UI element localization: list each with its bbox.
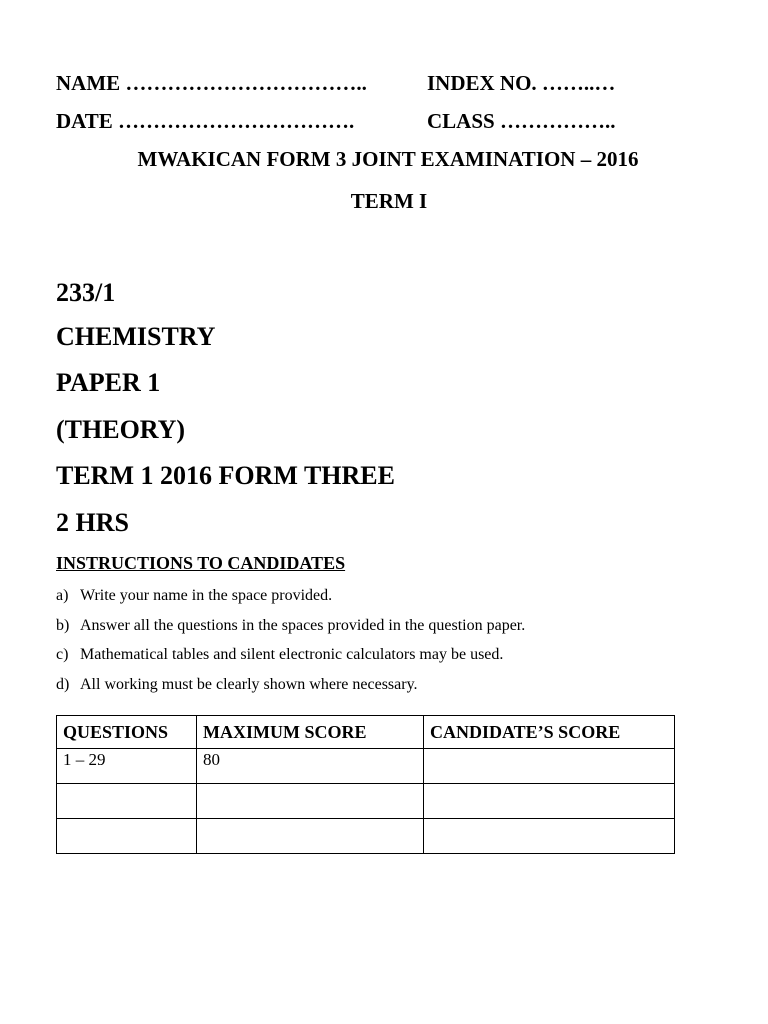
column-header-questions: QUESTIONS: [57, 716, 197, 749]
class-field-line: CLASS ……………..: [427, 109, 616, 133]
instructions-title: INSTRUCTIONS TO CANDIDATES: [56, 553, 346, 573]
paper-code: 233/1: [56, 278, 116, 307]
table-row: [57, 819, 675, 854]
maximum-score-cell: [197, 819, 424, 854]
index-number-field-line: INDEX NO. ……..…: [427, 71, 616, 95]
instruction-label: c): [56, 646, 69, 663]
instruction-text: Answer all the questions in the spaces provided in the question paper.: [80, 617, 526, 634]
instruction-text: All working must be clearly shown where necessary.: [80, 676, 418, 693]
questions-cell: 1 – 29: [57, 749, 197, 784]
instruction-text: Mathematical tables and silent electronic calculators may be used.: [80, 646, 504, 663]
name-field-line: NAME ……………………………..: [56, 71, 367, 95]
maximum-score-cell: 80: [197, 749, 424, 784]
column-header-maximum-score: MAXIMUM SCORE: [197, 716, 424, 749]
paper-number: PAPER 1: [56, 368, 161, 397]
table-row: [57, 749, 675, 784]
instruction-label: b): [56, 617, 70, 634]
paper-type: (THEORY): [56, 415, 186, 444]
table-header-row: [57, 716, 675, 749]
questions-cell: [57, 784, 197, 819]
table-row: [57, 784, 675, 819]
score-table: [56, 715, 675, 854]
instruction-item: [56, 646, 503, 664]
candidate-score-cell[interactable]: [424, 784, 675, 819]
instruction-item: [56, 587, 332, 605]
term-form: TERM 1 2016 FORM THREE: [56, 461, 395, 490]
exam-term: TERM I: [350, 189, 428, 213]
exam-title: MWAKICAN FORM 3 JOINT EXAMINATION – 2016: [137, 147, 639, 171]
date-field-line: DATE …………………………….: [56, 109, 355, 133]
duration: 2 HRS: [56, 508, 129, 537]
instruction-text: Write your name in the space provided.: [80, 587, 333, 604]
instruction-label: d): [56, 676, 70, 693]
column-header-candidate-score: CANDIDATE’S SCORE: [424, 716, 675, 749]
instruction-item: [56, 676, 418, 694]
instruction-item: [56, 617, 525, 635]
questions-cell: [57, 819, 197, 854]
candidate-score-cell[interactable]: [424, 749, 675, 784]
subject-title: CHEMISTRY: [56, 322, 216, 351]
instruction-label: a): [56, 587, 69, 604]
maximum-score-cell: [197, 784, 424, 819]
candidate-score-cell[interactable]: [424, 819, 675, 854]
